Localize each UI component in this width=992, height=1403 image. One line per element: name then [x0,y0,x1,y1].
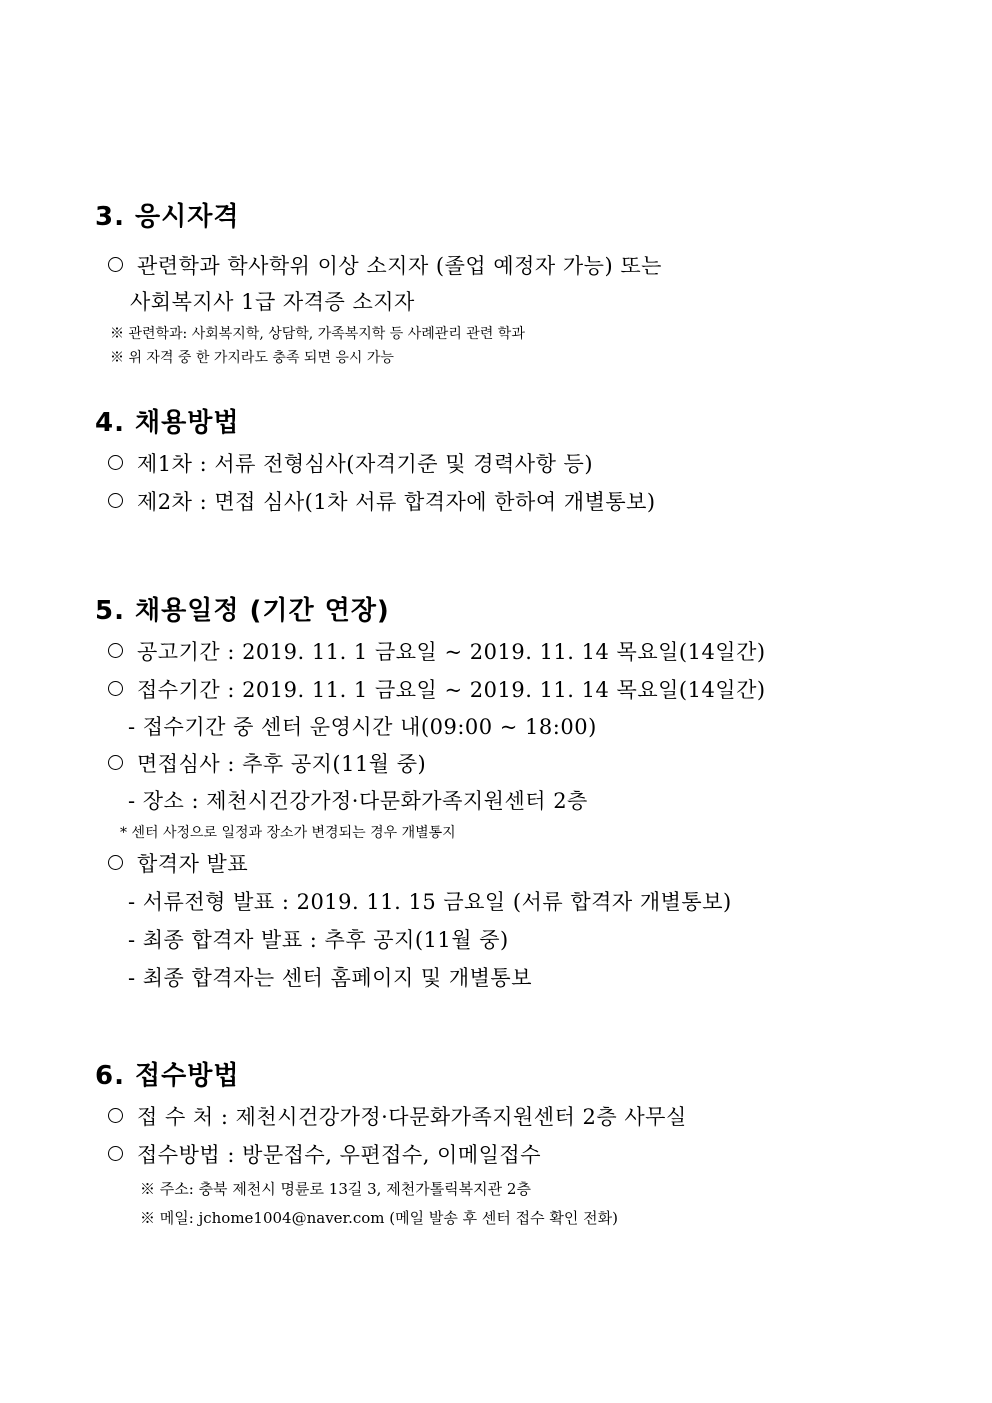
s5-item-4-sub-1: - 서류전형 발표 : 2019. 11. 15 금요일 (서류 합격자 개별통보) [128,890,732,914]
s5-item-4 [108,848,248,878]
s4-item-2-text: 제2차 : 면접 심사(1차 서류 합격자에 한하여 개별통보) [137,490,656,514]
bullet-circle-icon [108,755,123,770]
s4-item-1 [108,448,593,478]
s5-item-3 [108,748,426,778]
s3-item-1-text: 관련학과 학사학위 이상 소지자 (졸업 예정자 가능) 또는 [137,254,662,278]
s6-item-2 [108,1139,541,1169]
s5-item-2-sub: - 접수기간 중 센터 운영시간 내(09:00 ~ 18:00) [128,715,597,739]
s5-item-4-sub-3: - 최종 합격자는 센터 홈페이지 및 개별통보 [128,966,533,990]
s5-item-3-text: 면접심사 : 추후 공지(11월 중) [137,752,427,776]
section-5-heading: 5. 채용일정 (기간 연장) [95,596,390,626]
bullet-circle-icon [108,855,123,870]
s5-item-3-sub: - 장소 : 제천시건강가정·다문화가족지원센터 2층 [128,789,588,813]
s4-item-1-text: 제1차 : 서류 전형심사(자격기준 및 경력사항 등) [137,452,594,476]
s6-note-1: ※ 주소: 충북 제천시 명륜로 13길 3, 제천가톨릭복지관 2층 [140,1180,531,1198]
s3-note-2: ※ 위 자격 중 한 가지라도 충족 되면 응시 가능 [110,350,394,366]
bullet-circle-icon [108,455,123,470]
bullet-circle-icon [108,1146,123,1161]
s3-item-1-line-2: 사회복지사 1급 자격증 소지자 [130,290,415,314]
s5-item-2 [108,674,766,704]
section-6-heading: 6. 접수방법 [95,1061,240,1091]
s5-item-3-note: * 센터 사정으로 일정과 장소가 변경되는 경우 개별통지 [120,825,456,841]
section-4-heading: 4. 채용방법 [95,408,240,438]
s3-item-1 [108,250,662,280]
s6-item-2-text: 접수방법 : 방문접수, 우편접수, 이메일접수 [137,1143,541,1167]
section-3-heading: 3. 응시자격 [95,202,240,232]
s6-item-1-text: 접 수 처 : 제천시건강가정·다문화가족지원센터 2층 사무실 [137,1105,687,1129]
s5-item-1-text: 공고기간 : 2019. 11. 1 금요일 ~ 2019. 11. 14 목요일(14일간) [137,640,766,664]
s6-note-2: ※ 메일: jchome1004@naver.com (메일 발송 후 센터 접수 확인 전화) [140,1209,618,1227]
s4-item-2 [108,486,656,516]
bullet-circle-icon [108,681,123,696]
s3-note-1: ※ 관련학과: 사회복지학, 상담학, 가족복지학 등 사례관리 관련 학과 [110,326,525,342]
bullet-circle-icon [108,643,123,658]
s5-item-2-text: 접수기간 : 2019. 11. 1 금요일 ~ 2019. 11. 14 목요일(14일간) [137,678,766,702]
s5-item-4-text: 합격자 발표 [137,852,249,876]
s6-item-1 [108,1101,687,1131]
s5-item-4-sub-2: - 최종 합격자 발표 : 추후 공지(11월 중) [128,928,509,952]
bullet-circle-icon [108,493,123,508]
bullet-circle-icon [108,1108,123,1123]
bullet-circle-icon [108,257,123,272]
s5-item-1 [108,636,766,666]
